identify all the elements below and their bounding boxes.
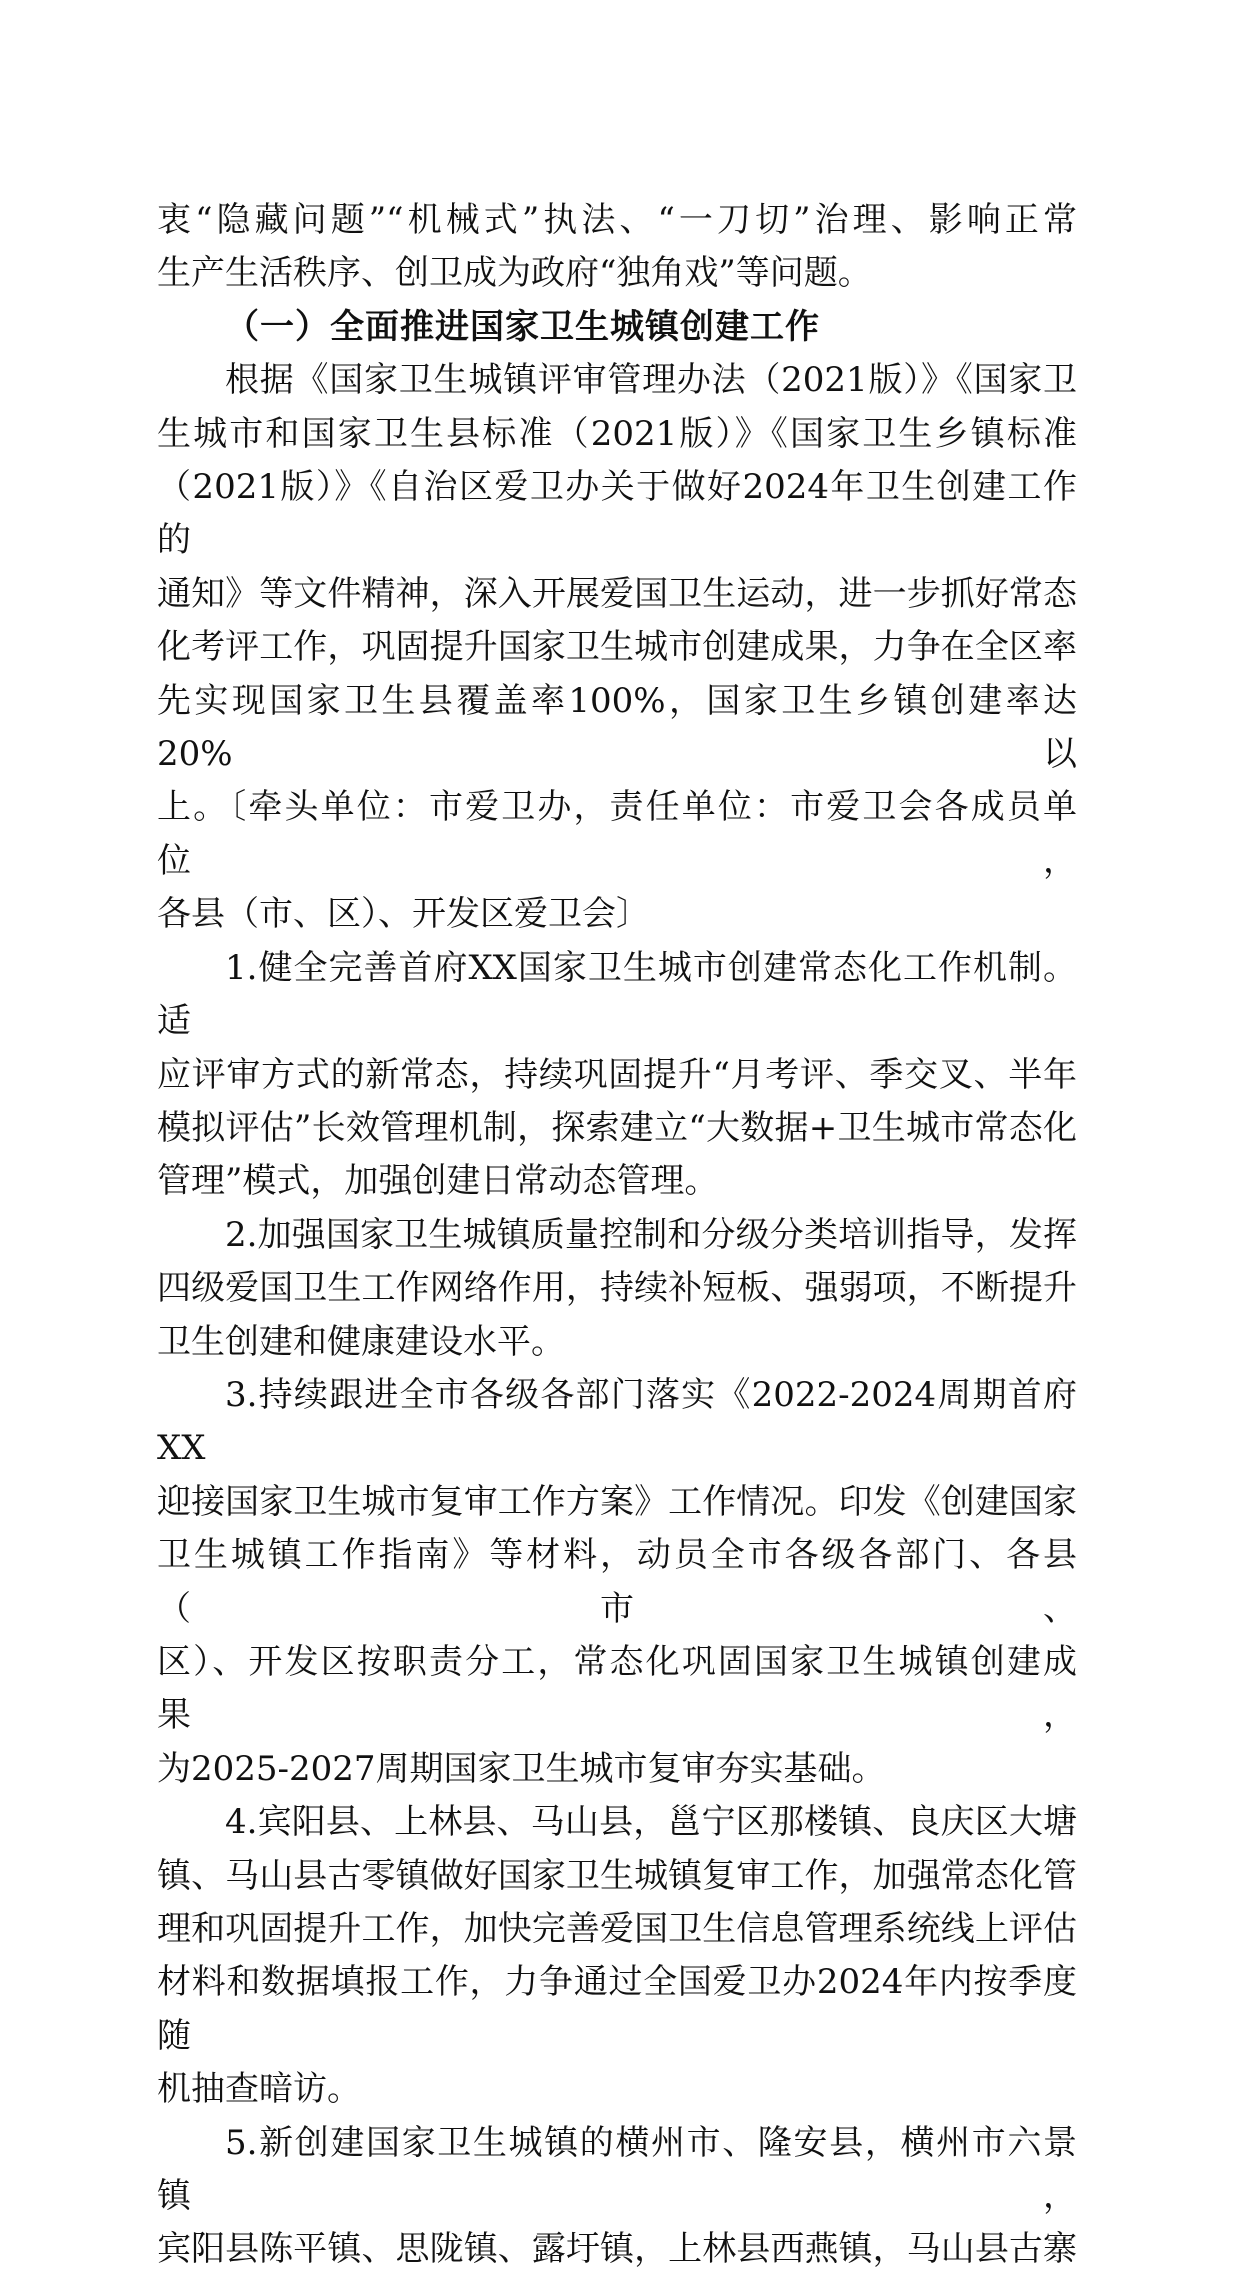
text-line: 迎接国家卫生城市复审工作方案》工作情况。印发《创建国家 [157, 1481, 1077, 1522]
text-line: 理和巩固提升工作，加快完善爱国卫生信息管理系统线上评估 [157, 1909, 1077, 1949]
text-line: 为2025-2027周期国家卫生城市复审夯实基础。 [157, 1748, 886, 1789]
text-line: 宾阳县陈平镇、思陇镇、露圩镇，上林县西燕镇，马山县古寨 [157, 2229, 1077, 2270]
text-line: 化考评工作，巩固提升国家卫生城市创建成果，力争在全区率 [157, 627, 1077, 668]
text-line: 4.宾阳县、上林县、马山县，邕宁区那楼镇、良庆区大塘 [225, 1802, 1077, 1843]
text-line: 先实现国家卫生县覆盖率100%，国家卫生乡镇创建率达20%以 [157, 680, 1077, 775]
text-line: 管理”模式，加强创建日常动态管理。 [157, 1161, 719, 1202]
text-line: 应评审方式的新常态，持续巩固提升“月考评、季交叉、半年 [157, 1054, 1077, 1095]
text-line: 镇、马山县古零镇做好国家卫生城镇复审工作，加强常态化管 [157, 1855, 1077, 1896]
text-line: 2.加强国家卫生城镇质量控制和分级分类培训指导，发挥 [225, 1214, 1077, 1255]
text-line: （2021版）》《自治区爱卫办关于做好2024年卫生创建工作的 [157, 467, 1077, 561]
text-line: 模拟评估”长效管理机制，探索建立“大数据+卫生城市常态化 [157, 1107, 1077, 1148]
text-line: 区）、开发区按职责分工，常态化巩固国家卫生城镇创建成果， [157, 1641, 1077, 1736]
text-line: 根据《国家卫生城镇评审管理办法（2021版）》《国家卫 [225, 360, 1077, 401]
text-line: 各县（市、区）、开发区爱卫会〕 [157, 894, 650, 935]
text-line: 四级爱国卫生工作网络作用，持续补短板、强弱项，不断提升 [157, 1268, 1077, 1309]
text-line: 卫生创建和健康建设水平。 [157, 1321, 565, 1362]
text-line: 上。〔牵头单位：市爱卫办，责任单位：市爱卫会各成员单位， [157, 787, 1077, 881]
text-line: 生城市和国家卫生县标准（2021版）》《国家卫生乡镇标准 [157, 413, 1077, 454]
document-body [157, 194, 1077, 2277]
text-line: 5.新创建国家卫生城镇的横州市、隆安县，横州市六景镇， [157, 2122, 1077, 2217]
text-line: 衷“隐藏问题”“机械式”执法、“一刀切”治理、影响正常 [157, 200, 1077, 240]
text-line: 卫生城镇工作指南》等材料，动员全市各级各部门、各县（市、 [157, 1535, 1077, 1629]
text-line: 生产生活秩序、创卫成为政府“独角戏”等问题。 [157, 253, 872, 294]
text-line: 材料和数据填报工作，力争通过全国爱卫办2024年内按季度随 [157, 1962, 1077, 2056]
text-line: 通知》等文件精神，深入开展爱国卫生运动，进一步抓好常态 [157, 573, 1077, 614]
section-heading: （一）全面推进国家卫生城镇创建工作 [225, 306, 820, 347]
text-line: 机抽查暗访。 [157, 2069, 361, 2110]
text-line: 1.健全完善首府XX国家卫生城市创建常态化工作机制。适 [157, 947, 1077, 1042]
text-line: 3.持续跟进全市各级各部门落实《2022-2024周期首府XX [157, 1374, 1077, 1469]
